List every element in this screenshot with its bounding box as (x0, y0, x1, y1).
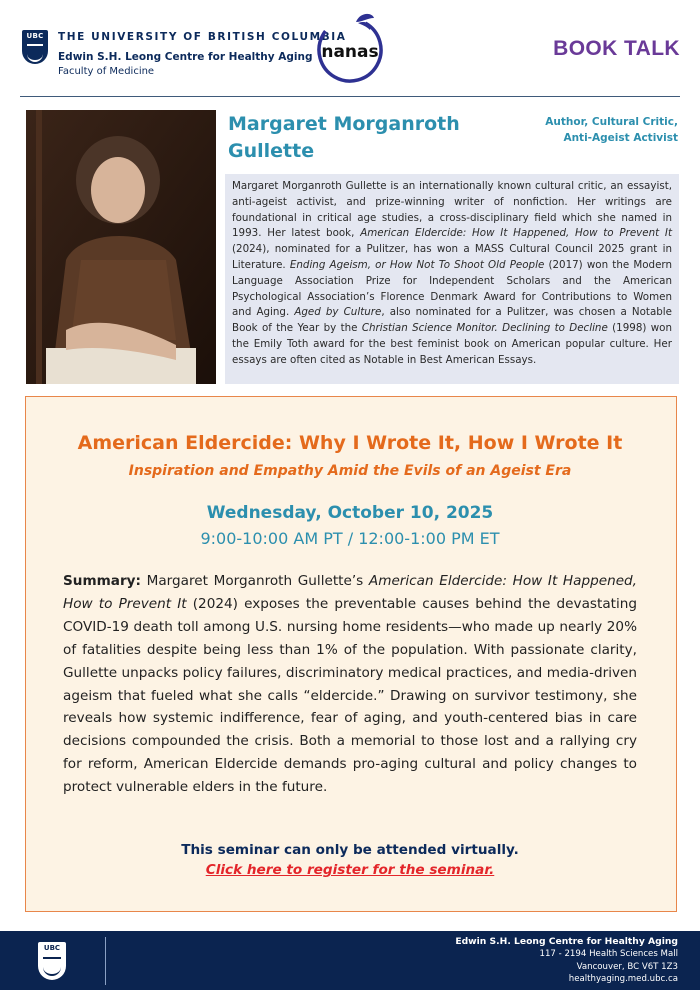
speaker-role (508, 114, 678, 146)
footer-contact (455, 936, 678, 985)
speaker-bio-segment: (2024), nominated for a Pulitzer, has won a MASS Cultural Council 2025 grant in Literature. (232, 243, 672, 271)
header-divider (20, 96, 680, 97)
nanas-logo (312, 10, 388, 86)
speaker-photo-illustration (26, 110, 216, 384)
virtual-attendance-note: This seminar can only be attended virtually. (181, 842, 519, 858)
footer-website-link[interactable]: healthyaging.med.ubc.ca (568, 973, 678, 984)
footer-centre-name: Edwin S.H. Leong Centre for Healthy Aging (455, 936, 678, 947)
speaker-bio-segment: Ending Ageism, or How Not To Shoot Old People (289, 258, 545, 271)
event-summary (63, 570, 637, 799)
event-date: Wednesday, October 10, 2025 (206, 503, 494, 523)
centre-name: Edwin S.H. Leong Centre for Healthy Aging (58, 51, 313, 63)
speaker-bio-segment: Aged by Culture (294, 306, 382, 319)
event-summary-segment: Margaret Morganroth Gullette’s (140, 573, 369, 589)
event-summary-segment: American Eldercide: How It Happened, How to Prevent It (63, 573, 638, 612)
event-title: American Eldercide: Why I Wrote It, How I Wrote It (77, 432, 623, 454)
footer-address-line-2: Vancouver, BC V6T 1Z3 (576, 961, 678, 972)
speaker-bio-segment: Christian Science Monitor. Declining to Decline (361, 322, 608, 335)
register-link[interactable]: Click here to register for the seminar. (205, 862, 495, 878)
nanas-logo-mark (312, 10, 388, 86)
event-summary-text (63, 570, 637, 799)
event-summary-segment: (2024) exposes the preventable causes behind the devastating COVID-19 death toll among U.S. nursing home residents—who made up nearly 20% of fatalities despite being less than 1% of the population. With passionate clarity, Gullette unpacks policy failures, discriminatory medical practices, and media-driven ageism that fueled what she calls “eldercide.” Drawing on survivor testimony, she reveals how systemic indifference, fear of aging, and youth-centered bias in care decisions compounded the crisis. Both a memorial to those lost and a rallying cry for reform, American Eldercide demands pro-aging cultural and policy changes to protect vulnerable elders in the future. (63, 595, 637, 796)
nanas-logo-text: nanas (321, 42, 379, 62)
university-name: THE UNIVERSITY OF BRITISH COLUMBIA (58, 31, 347, 43)
speaker-bio-text (232, 179, 672, 369)
event-time: 9:00-10:00 AM PT / 12:00-1:00 PM ET (200, 529, 500, 548)
footer-ubc-logo-text: UBC (43, 944, 61, 952)
speaker-bio-segment: (1998) won the Emily Toth award for the best feminist book on American popular culture. Her essays are often cited as Notable in Best American Essays. (232, 322, 672, 366)
ubc-crest-waves (27, 44, 43, 62)
event-summary-segment: Summary: (63, 573, 141, 589)
footer-ubc-crest-waves (43, 957, 61, 976)
faculty-name: Faculty of Medicine (58, 66, 155, 77)
speaker-bio-segment: (2017) won the Modern Language Association Prize for Independent Scholars and the American Psychological Association’s Florence Denmark Award for Contributions to Women and Aging. (232, 258, 672, 319)
speaker-bio-segment: , also nominated for a Pulitzer, was chosen a Notable Book of the Year by the (232, 306, 672, 335)
speaker-role-line-2: Anti-Ageist Activist (563, 132, 678, 144)
ubc-logo (22, 30, 48, 64)
ubc-logo-text: UBC (26, 32, 44, 40)
speaker-photo (26, 110, 216, 384)
speaker-bio-segment: Margaret Morganroth Gullette is an internationally known cultural critic, an essayist, anti-ageist activist, and prize-winning writer of nonfiction. Her writings are foundational in critical age studies, a cross-disciplinary field which she named in 1993. Her latest book, (232, 180, 672, 240)
footer-divider (105, 937, 106, 985)
footer-address-line-1: 117 - 2194 Health Sciences Mall (539, 949, 678, 960)
speaker-role-line-1: Author, Cultural Critic, (545, 116, 678, 128)
event-subtitle: Inspiration and Empathy Amid the Evils of an Ageist Era (128, 463, 572, 479)
speaker-name: Margaret Morganroth Gullette (228, 113, 460, 162)
speaker-bio (225, 174, 679, 384)
speaker-bio-segment: American Eldercide: How It Happened, How to Prevent It (360, 227, 672, 240)
event-type-label: BOOK TALK (553, 37, 680, 60)
footer-ubc-logo (38, 942, 66, 980)
